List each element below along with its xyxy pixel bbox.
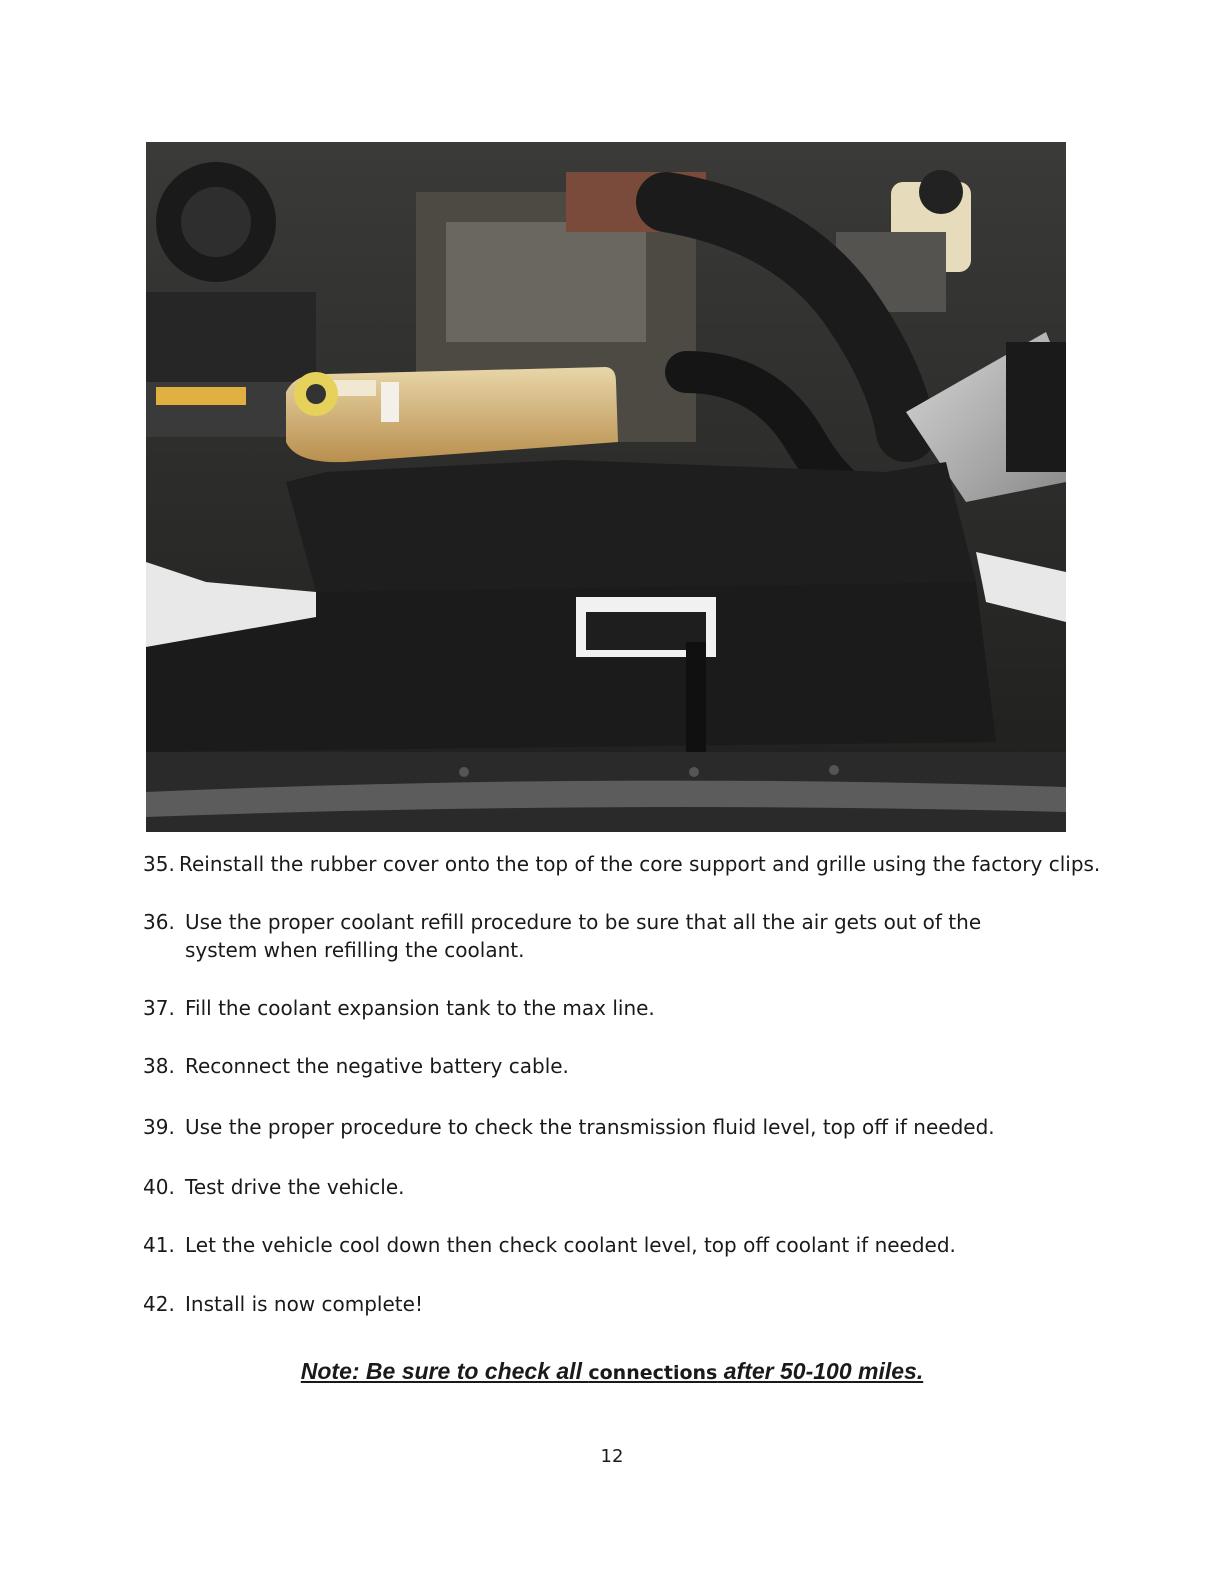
page-number: 12 (600, 1446, 624, 1467)
step-number: 38. (143, 1054, 175, 1078)
step-text: Reconnect the negative battery cable. (185, 1054, 569, 1078)
step-text: Let the vehicle cool down then check coolant level, top off coolant if needed. (185, 1233, 956, 1257)
step-number: 40. (143, 1175, 175, 1199)
engine-bay-photo (146, 142, 1066, 832)
step-number: 35. (143, 852, 175, 876)
step-text: Test drive the vehicle. (185, 1175, 405, 1199)
note-part3: after 50-100 miles. (717, 1358, 924, 1384)
step-number: 37. (143, 996, 175, 1020)
step-number: 42. (143, 1292, 175, 1316)
step-text: Reinstall the rubber cover onto the top of the core support and grille using the factory clips. (179, 852, 1101, 876)
step-number: 39. (143, 1115, 175, 1139)
step-text: Install is now complete! (185, 1292, 423, 1316)
step-text: Fill the coolant expansion tank to the max line. (185, 996, 655, 1020)
step-text: Use the proper procedure to check the transmission fluid level, top off if needed. (185, 1115, 995, 1139)
step-text: Use the proper coolant refill procedure to be sure that all the air gets out of the system when refilling the coolant. (185, 910, 982, 962)
note-part1: Note: Be sure to check all (300, 1358, 589, 1384)
note-text (0, 1358, 1224, 1385)
note-part2: connections (588, 1362, 718, 1384)
step-number: 36. (143, 910, 175, 934)
step-number: 41. (143, 1233, 175, 1257)
